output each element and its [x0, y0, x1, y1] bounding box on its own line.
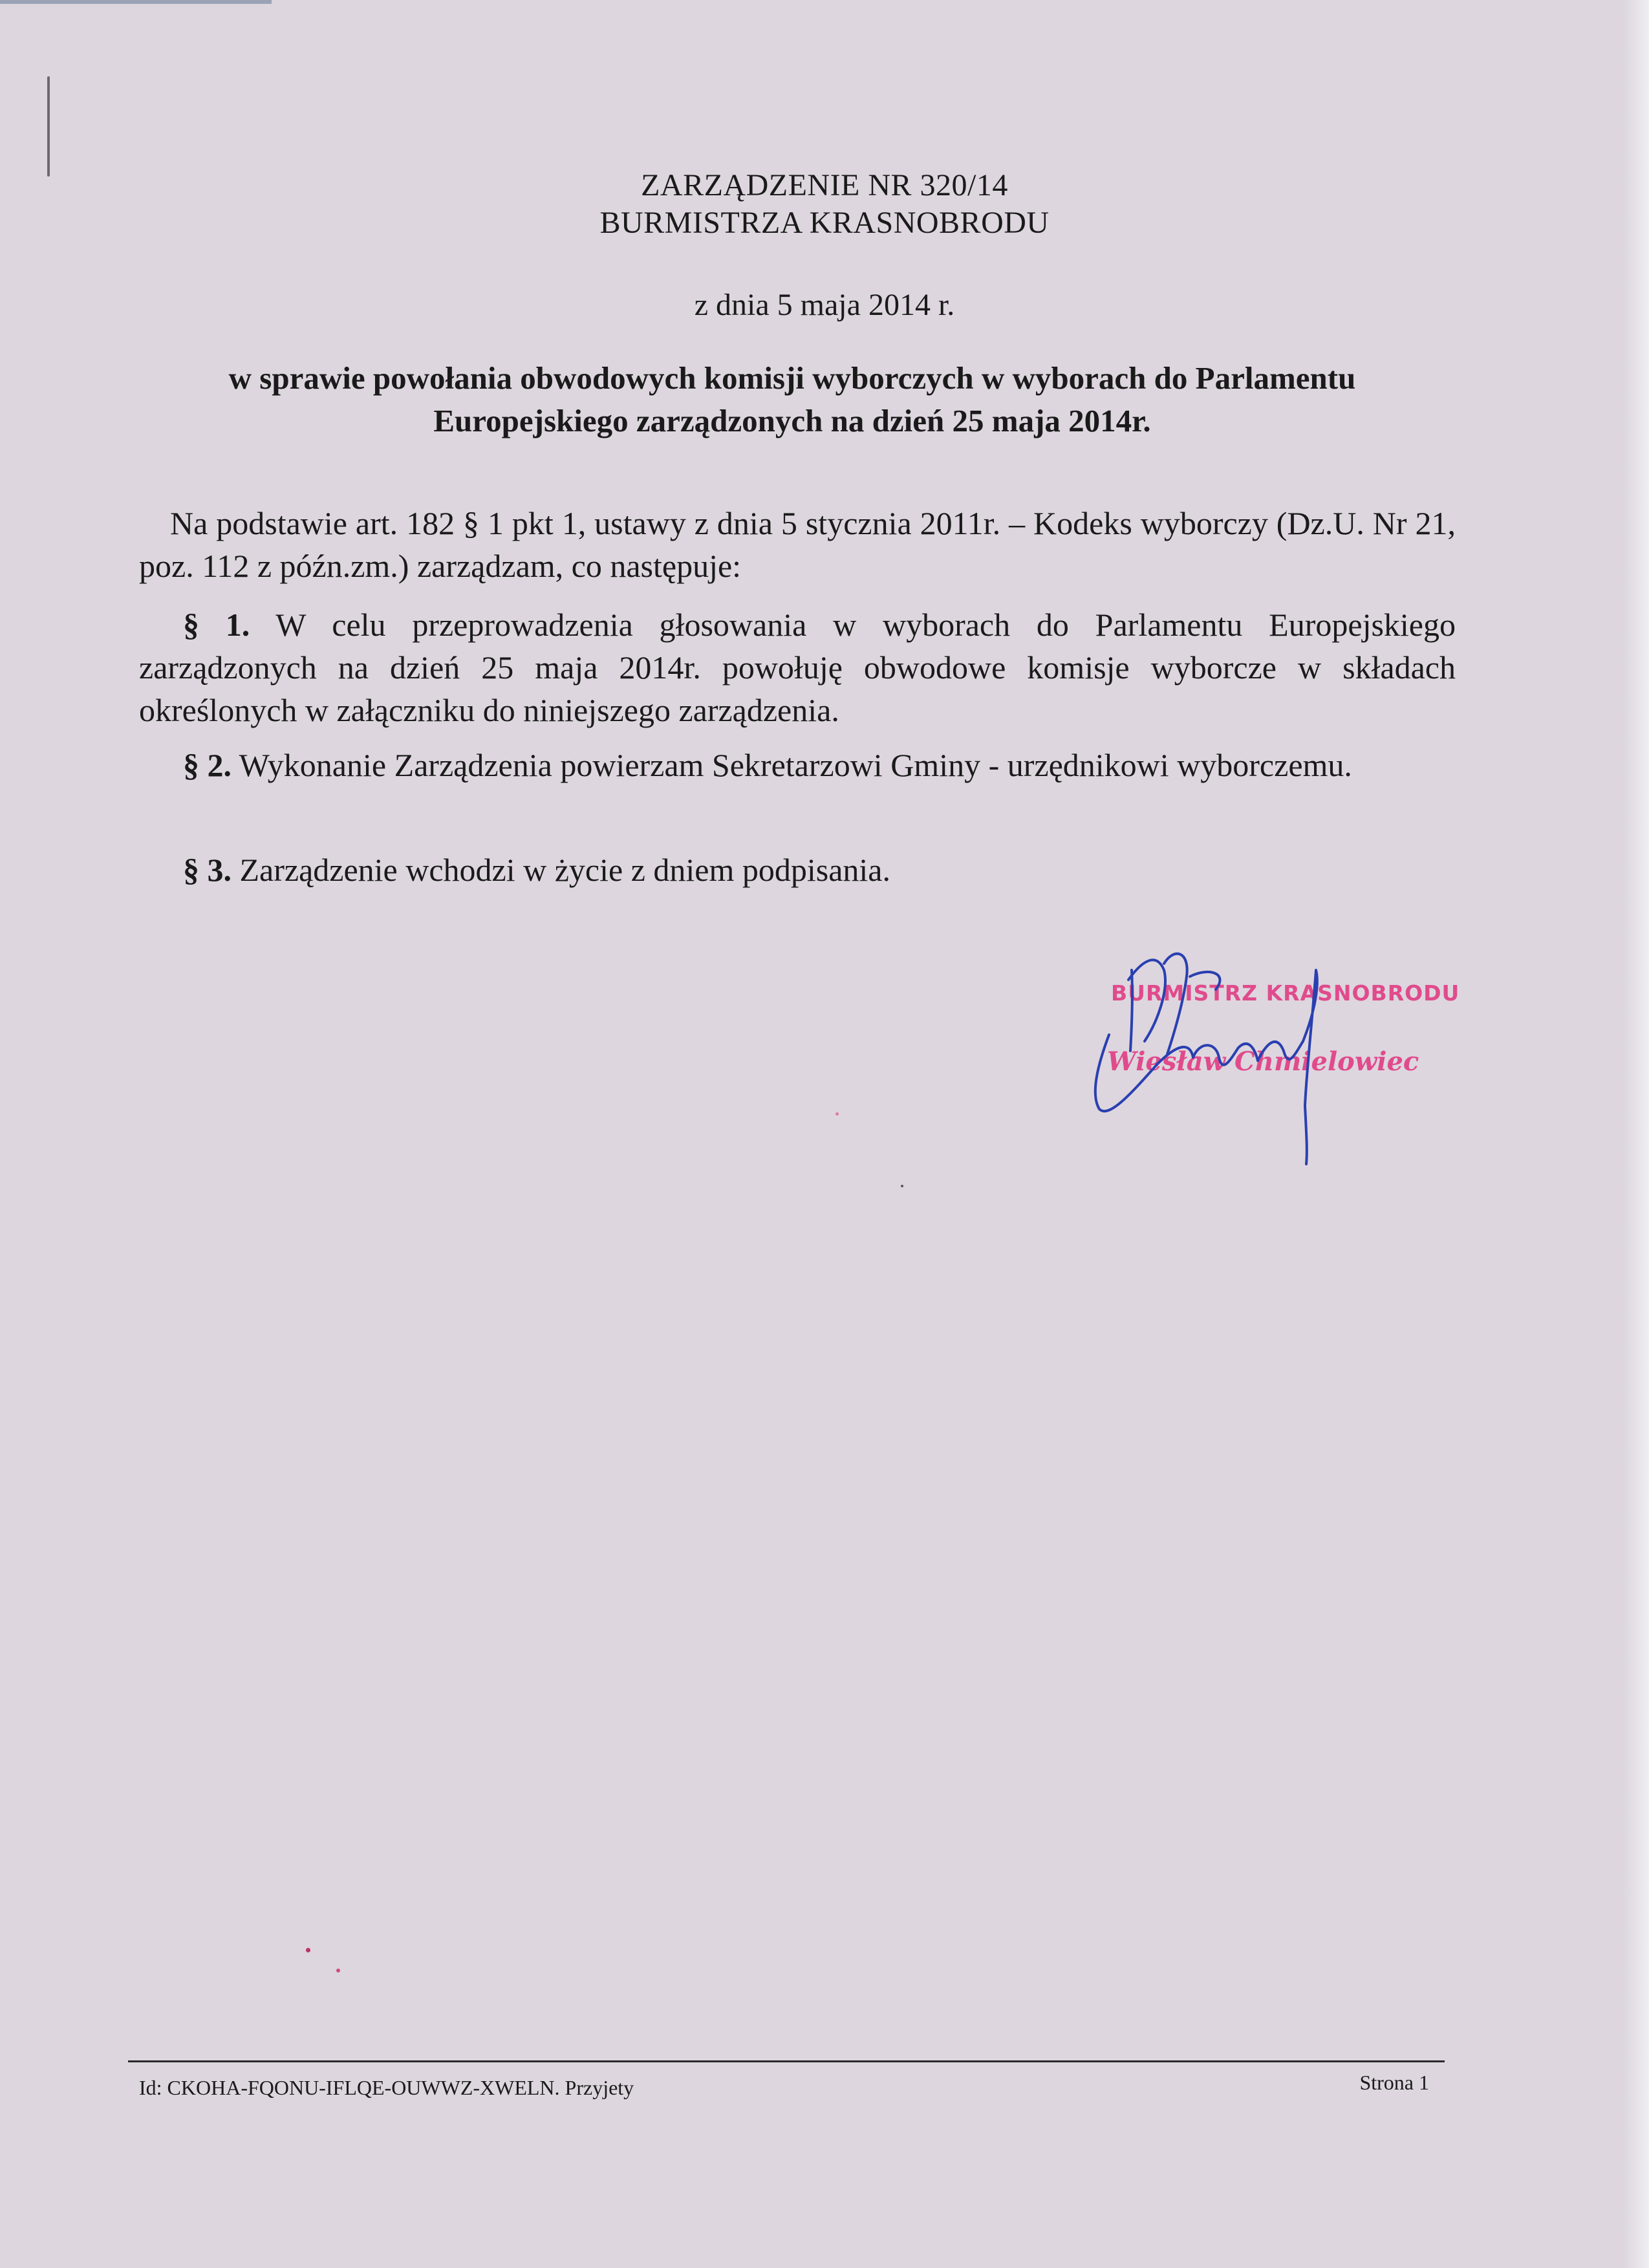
footer-document-id: Id: CKOHA-FQONU-IFLQE-OUWWZ-XWELN. Przyjety [139, 2076, 634, 2099]
paragraph-1-number: § 1. [183, 607, 250, 643]
paragraph-2-number: § 2. [183, 747, 232, 783]
document-title-issuer: BURMISTRZA KRASNOBRODU [599, 206, 1050, 240]
paragraph-3-text: Zarządzenie wchodzi w życie z dniem podpisania. [239, 852, 890, 888]
scan-speck [336, 1969, 340, 1972]
scan-top-edge [0, 0, 272, 4]
paragraph-3-number: § 3. [183, 852, 232, 888]
footer-page-number: Strona 1 [1359, 2071, 1429, 2094]
document-date: z dnia 5 maja 2014 r. [694, 288, 955, 322]
paragraph-3 [139, 848, 1456, 891]
stamp-title: BURMISTRZ KRASNOBRODU [1111, 980, 1460, 1006]
paragraph-1 [139, 603, 1456, 731]
paragraph-2 [139, 744, 1456, 786]
scan-speck [306, 1948, 310, 1952]
binder-hole-mark [47, 76, 50, 177]
stamp-name: Wiesław Chmielowiec [1107, 1046, 1419, 1077]
scan-right-edge [1623, 0, 1649, 2268]
document-subject: w sprawie powołania obwodowych komisji wyborczych w wyborach do Parlamentu Europejskiego zarządzonych na dzień 25 maja 2014r. [228, 360, 1356, 438]
paragraph-1-text: W celu przeprowadzenia głosowania w wyborach do Parlamentu Europejskiego zarządzonych na dzień 25 maja 2014r. powołuję obwodowe komisje wyborcze w składach określonych w załączniku do niniejszego zarządzenia. [139, 607, 1456, 728]
document-title-number: ZARZĄDZENIE NR 320/14 [641, 168, 1008, 202]
footer-divider [128, 2060, 1445, 2062]
legal-basis-paragraph: Na podstawie art. 182 § 1 pkt 1, ustawy z dnia 5 stycznia 2011r. – Kodeks wyborczy (Dz.U. Nr 21, poz. 112 z późn.zm.) zarządzam, co następuje: [139, 505, 1456, 584]
paragraph-2-text: Wykonanie Zarządzenia powierzam Sekretarzowi Gminy - urzędnikowi wyborczemu. [239, 747, 1352, 783]
handwritten-signature [1061, 944, 1423, 1177]
scan-speck [835, 1112, 839, 1116]
scan-speck [901, 1185, 903, 1187]
